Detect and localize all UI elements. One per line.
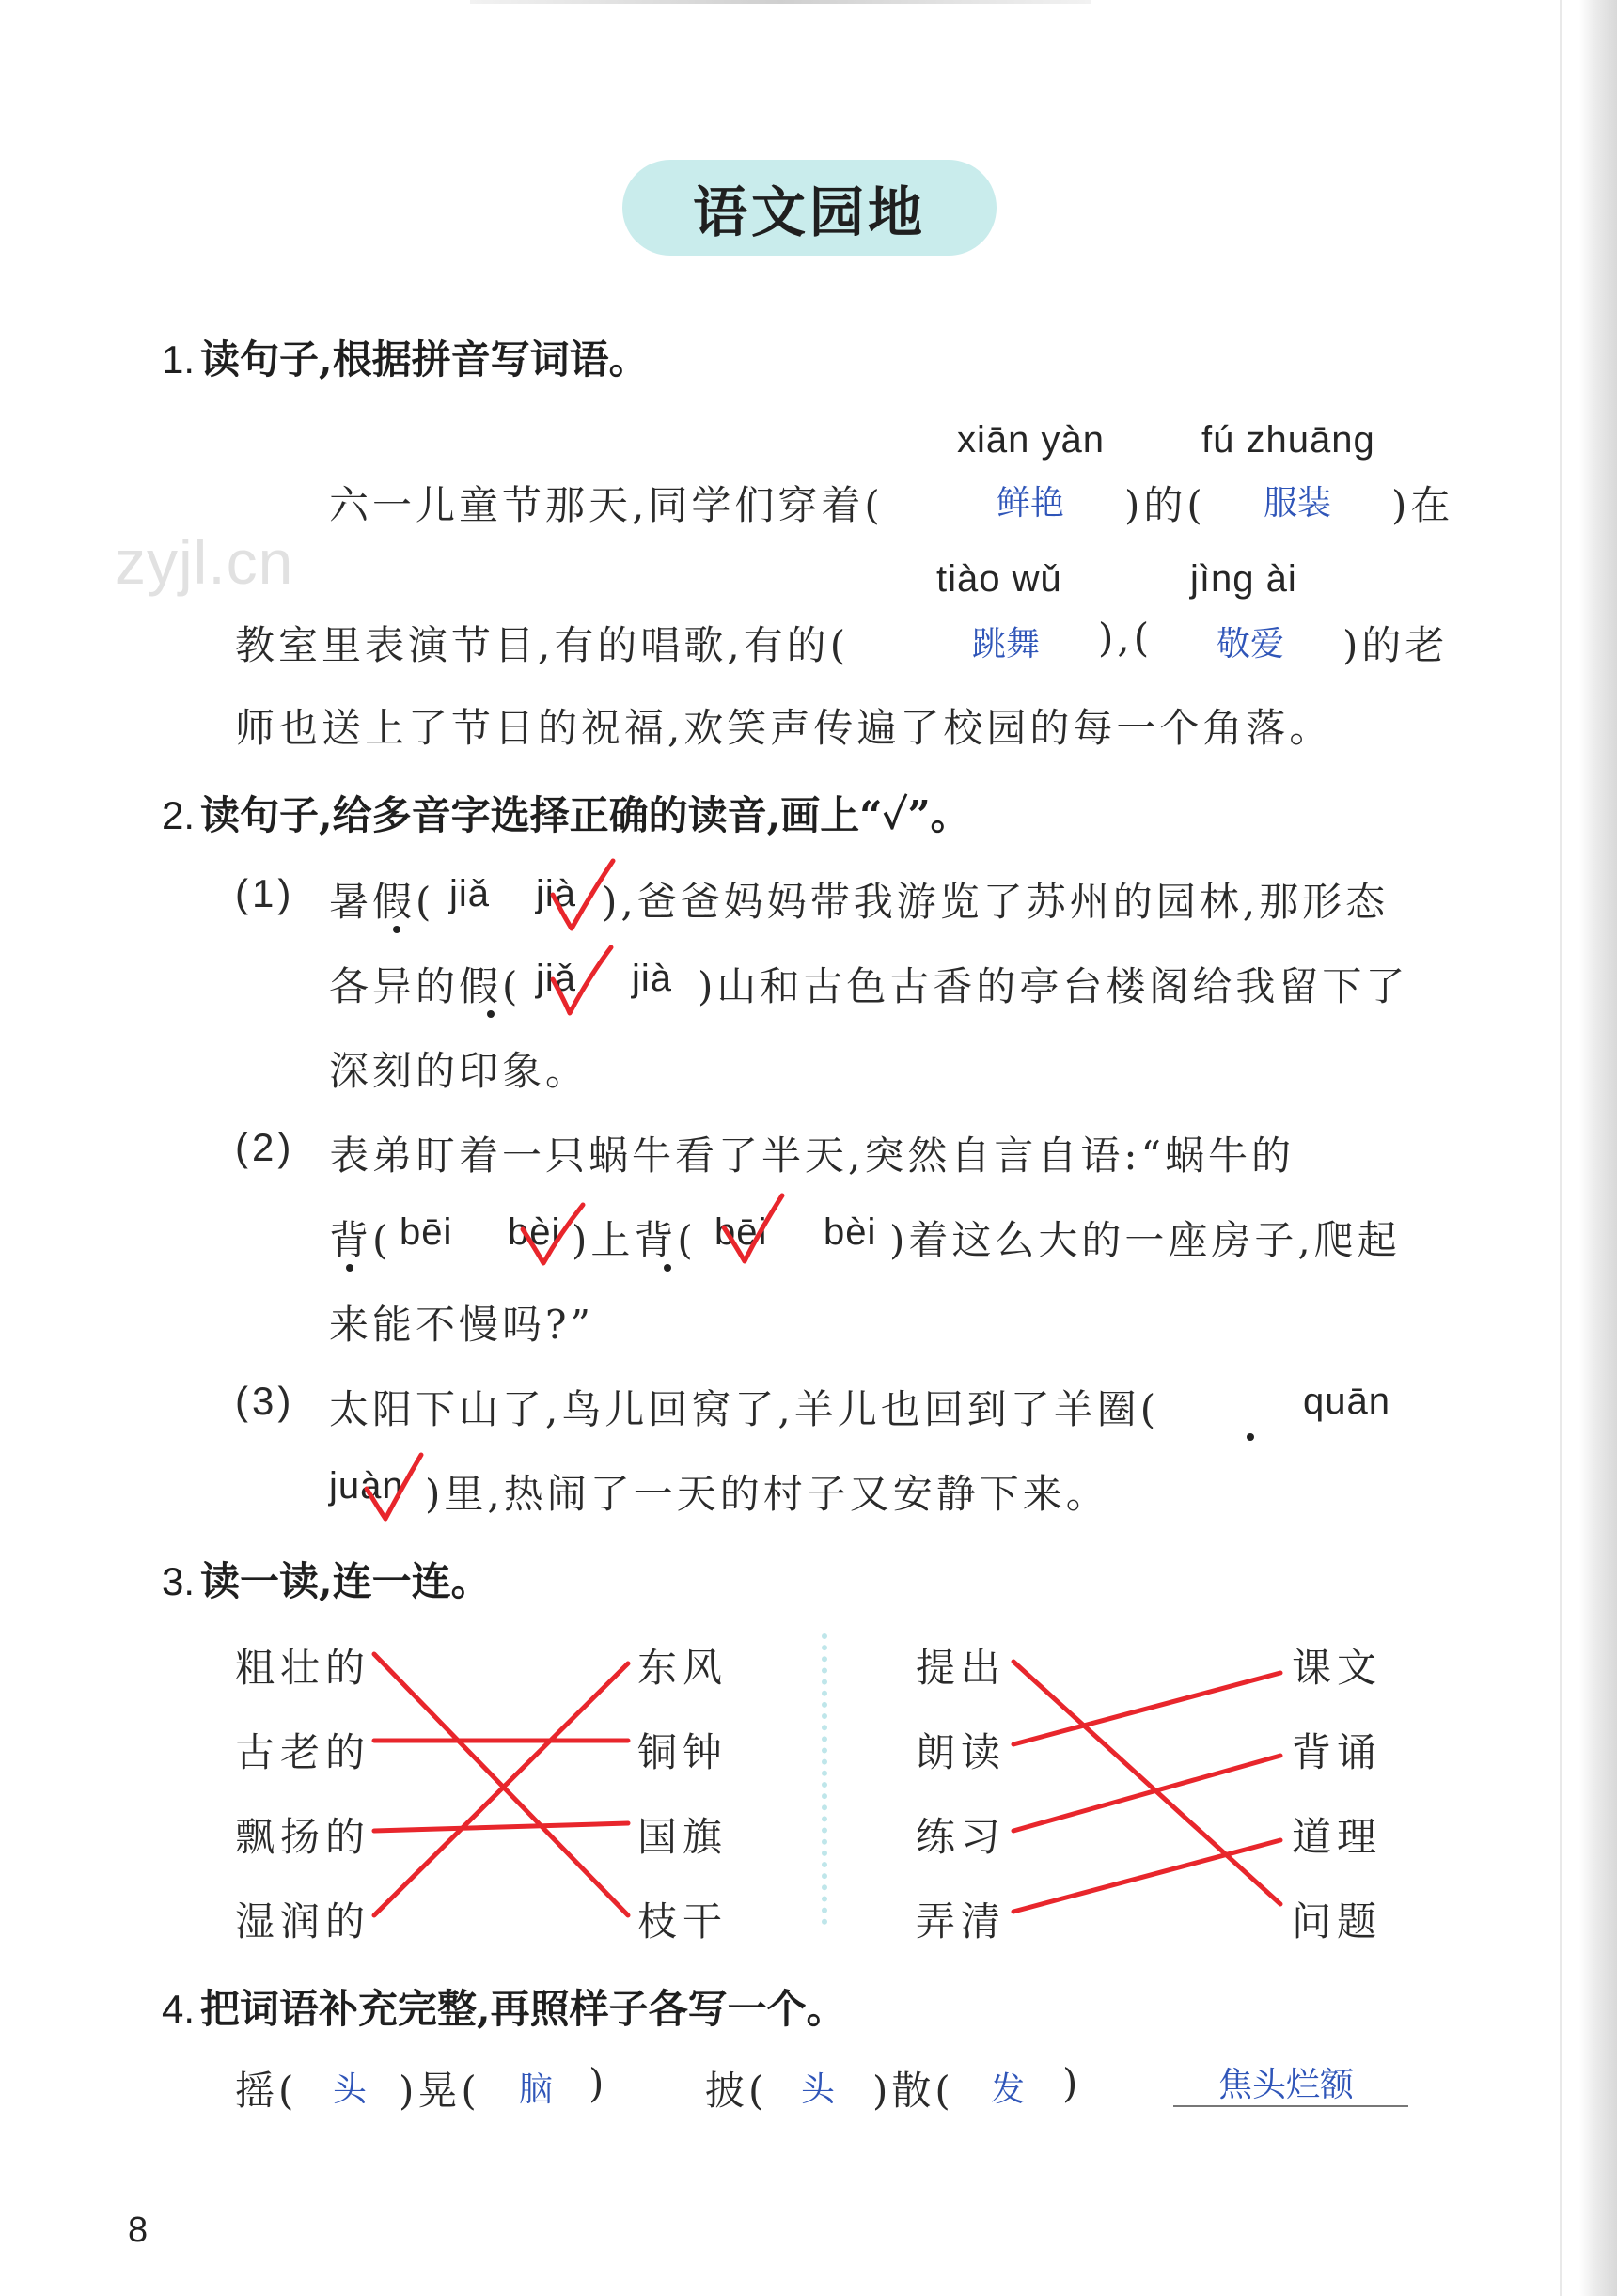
q2-s2-pinyin-2: bèi bbox=[508, 1211, 561, 1253]
check-mark bbox=[553, 947, 611, 1013]
q1-line1-c: )在 bbox=[1391, 482, 1454, 528]
check-mark bbox=[367, 1455, 421, 1519]
q2-s3-label: (3) bbox=[235, 1379, 295, 1423]
q3-left-b-2: 朗读 bbox=[916, 1729, 1007, 1775]
q1-heading-text: 读句子,根据拼音写词语。 bbox=[200, 336, 649, 383]
q4-number: 4. bbox=[162, 1987, 196, 2031]
q2-s3-pinyin-2: juàn bbox=[329, 1465, 404, 1507]
check-mark bbox=[724, 1195, 782, 1261]
q3-right-b-3: 道理 bbox=[1292, 1814, 1383, 1860]
q2-s2-l1: 表弟盯着一只蜗牛看了半天,突然自言自语:“蜗牛的 bbox=[329, 1132, 1295, 1179]
q2-s2-l2c: )着这么大的一座房子,爬起 bbox=[889, 1217, 1401, 1263]
q3-left-b-3: 练习 bbox=[916, 1814, 1007, 1860]
q2-s1-pinyin-3: jiǎ bbox=[536, 958, 577, 999]
q1-line1-b: )的( bbox=[1124, 482, 1206, 528]
q2-s1-l3: 深刻的印象。 bbox=[329, 1048, 589, 1094]
q2-s1-l1b: ),爸爸妈妈带我游览了苏州的园林,那形态 bbox=[602, 879, 1389, 925]
match-line bbox=[1013, 1756, 1280, 1831]
q1-answer-4: 敬爱 bbox=[1217, 625, 1285, 664]
q3-right-b-1: 课文 bbox=[1292, 1645, 1383, 1691]
page-number: 8 bbox=[128, 2210, 149, 2250]
q4-answer-2: 脑 bbox=[519, 2070, 554, 2109]
match-line bbox=[374, 1823, 628, 1831]
q2-s3-l1a: 太阳下山了,鸟儿回窝了,羊儿也回到了羊圈( bbox=[329, 1386, 1160, 1432]
q2-s1-l1a: 暑假( bbox=[329, 879, 435, 925]
q4-text-5: )散( bbox=[872, 2068, 954, 2114]
q3-right-a-4: 枝干 bbox=[637, 1898, 729, 1945]
q1-answer-3: 跳舞 bbox=[972, 625, 1041, 664]
section-title: 语文园地 bbox=[622, 160, 997, 256]
q2-s1-pinyin-4: jià bbox=[632, 958, 673, 999]
q2-s2-l3: 来能不慢吗?” bbox=[329, 1302, 594, 1348]
match-line bbox=[1013, 1662, 1280, 1904]
q3-heading-text: 读一读,连一连。 bbox=[200, 1558, 491, 1604]
q2-number: 2. bbox=[162, 793, 196, 837]
q1-pinyin-4: jìng ài bbox=[1190, 558, 1297, 600]
q1-pinyin-1: xiān yàn bbox=[957, 419, 1105, 461]
q2-s2-l2a: 背( bbox=[329, 1217, 392, 1263]
match-line bbox=[1013, 1840, 1280, 1912]
q2-s1-pinyin-2: jià bbox=[536, 873, 577, 914]
q1-number: 1. bbox=[162, 337, 196, 382]
q3-left-a-2: 古老的 bbox=[235, 1729, 371, 1775]
q3-right-b-4: 问题 bbox=[1292, 1898, 1383, 1945]
q2-s2-pinyin-4: bèi bbox=[824, 1211, 877, 1253]
q2-s1-pinyin-1: jiǎ bbox=[449, 873, 491, 914]
q1-answer-2: 服装 bbox=[1264, 484, 1332, 523]
q4-answer-3: 头 bbox=[801, 2070, 836, 2109]
q1-pinyin-2: fú zhuāng bbox=[1201, 419, 1375, 461]
q1-line1-a: 六一儿童节那天,同学们穿着( bbox=[329, 482, 884, 528]
match-line bbox=[1013, 1673, 1280, 1744]
q4-text-4: 披( bbox=[705, 2068, 768, 2114]
q2-heading-text: 读句子,给多音字选择正确的读音,画上“✓”。 bbox=[200, 792, 970, 838]
check-mark bbox=[523, 1205, 583, 1263]
q1-line2-b: ),( bbox=[1098, 615, 1154, 661]
q1-answer-1: 鲜艳 bbox=[997, 484, 1065, 523]
q3-number: 3. bbox=[162, 1559, 196, 1603]
q4-text-1: 摇( bbox=[235, 2068, 298, 2114]
q2-s1-label: (1) bbox=[235, 871, 295, 915]
q4-answer-4: 发 bbox=[991, 2070, 1026, 2109]
q2-s1-l2b: )山和古色古香的亭台楼阁给我留下了 bbox=[698, 963, 1409, 1009]
q3-left-a-4: 湿润的 bbox=[235, 1898, 371, 1945]
q3-right-a-3: 国旗 bbox=[637, 1814, 729, 1860]
q2-s2-label: (2) bbox=[235, 1125, 295, 1169]
q2-s3-pinyin-1: quān bbox=[1303, 1381, 1390, 1422]
q4-text-6: ) bbox=[1062, 2060, 1082, 2106]
q3-left-b-4: 弄清 bbox=[916, 1898, 1007, 1945]
q4-text-3: ) bbox=[589, 2060, 608, 2106]
check-mark bbox=[553, 861, 613, 929]
q1-line2-a: 教室里表演节目,有的唱歌,有的( bbox=[235, 622, 850, 668]
q3-right-a-2: 铜钟 bbox=[637, 1729, 729, 1775]
q2-s2-pinyin-3: bēi bbox=[714, 1211, 768, 1253]
q4-extra-answer: 焦头烂额 bbox=[1218, 2066, 1355, 2104]
q2-s2-pinyin-1: bēi bbox=[400, 1211, 453, 1253]
q3-left-a-3: 飘扬的 bbox=[235, 1814, 371, 1860]
q1-line3: 师也送上了节日的祝福,欢笑声传遍了校园的每一个角落。 bbox=[235, 705, 1333, 751]
q2-s1-l2a: 各异的假( bbox=[329, 963, 522, 1009]
q1-pinyin-3: tiào wǔ bbox=[936, 558, 1062, 600]
q4-heading-text: 把词语补充完整,再照样子各写一个。 bbox=[200, 1986, 846, 2032]
q4-text-2: )晃( bbox=[399, 2068, 480, 2114]
q3-left-a-1: 粗壮的 bbox=[235, 1645, 371, 1691]
q2-s2-l2b: )上背( bbox=[572, 1217, 697, 1263]
watermark: zyjl.cn bbox=[115, 527, 294, 597]
q2-s3-l2b: )里,热闹了一天的村子又安静下来。 bbox=[425, 1471, 1109, 1517]
q4-answer-1: 头 bbox=[333, 2070, 368, 2109]
q3-right-a-1: 东风 bbox=[637, 1645, 729, 1691]
q1-line2-c: )的老 bbox=[1342, 622, 1449, 668]
q3-left-b-1: 提出 bbox=[916, 1645, 1007, 1691]
q3-right-b-2: 背诵 bbox=[1292, 1729, 1383, 1775]
